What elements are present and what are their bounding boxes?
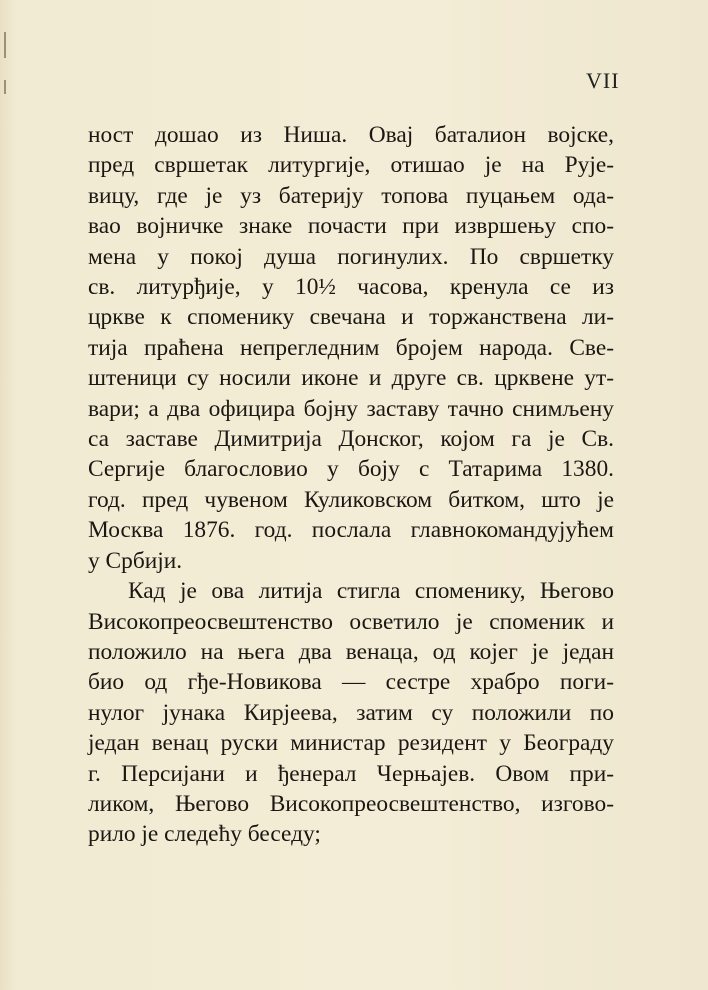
text-line: вицу, где је уз батерију топова пуцањем ода- (88, 182, 614, 209)
text-line: Сергије благословио у боју с Татарима 1380. (88, 456, 614, 483)
text-line: год. пред чувеном Куликовском битком, што је (88, 486, 614, 513)
text-line: Кад је ова литија стигла споменику, Његово (128, 578, 614, 605)
text-line: мена у покој душа погинулих. По свршетку (88, 243, 614, 270)
body-text (88, 120, 614, 850)
text-line: св. литурђије, у 10½ часова, кренула се из (88, 274, 614, 301)
text-line: ност дошао из Ниша. Овај баталион војске, (88, 122, 614, 148)
text-line: пред свршетак литургије, отишао је на Рује- (88, 152, 614, 179)
text-line: у Србији. (88, 547, 183, 574)
text-line: ликом, Његово Високопреосвештенство, изгово- (88, 790, 614, 817)
text-line: Москва 1876. год. послала главнокомандујућем (88, 517, 614, 544)
text-line: г. Персијани и ђенерал Черњајев. Овом при- (88, 760, 614, 787)
text-line: Високопреосвештенство осветило је споменик и (88, 608, 614, 635)
margin-mark (4, 32, 6, 58)
text-line: рило је следећу беседу; (88, 821, 321, 848)
text-line: један венац руски министар резидент у Београду (88, 730, 614, 757)
text-line: вао војничке знаке почасти при извршењу спо- (88, 213, 614, 240)
margin-mark (4, 80, 6, 94)
text-line: био од гђе-Новикова — сестре храбро поги- (88, 669, 614, 696)
text-line: нулог јунака Кирјеева, затим су положили по (88, 699, 614, 726)
paragraph-1 (88, 120, 614, 576)
text-line: штеници су носили иконе и друге св. црквене ут- (88, 365, 614, 392)
page-number: VII (586, 68, 620, 93)
text-line: вари; а два официра бојну заставу тачно снимљену (88, 395, 614, 422)
paragraph-2 (88, 576, 614, 850)
text-line: са заставе Димитрија Донског, којом га је Св. (88, 426, 614, 453)
text-line: цркве к споменику свечана и тoржанствена ли- (88, 304, 614, 331)
text-line: положило на њега два венаца, од којег је један (88, 638, 614, 665)
text-line: тија праћена непрегледним бројем народа. Све- (88, 334, 614, 361)
